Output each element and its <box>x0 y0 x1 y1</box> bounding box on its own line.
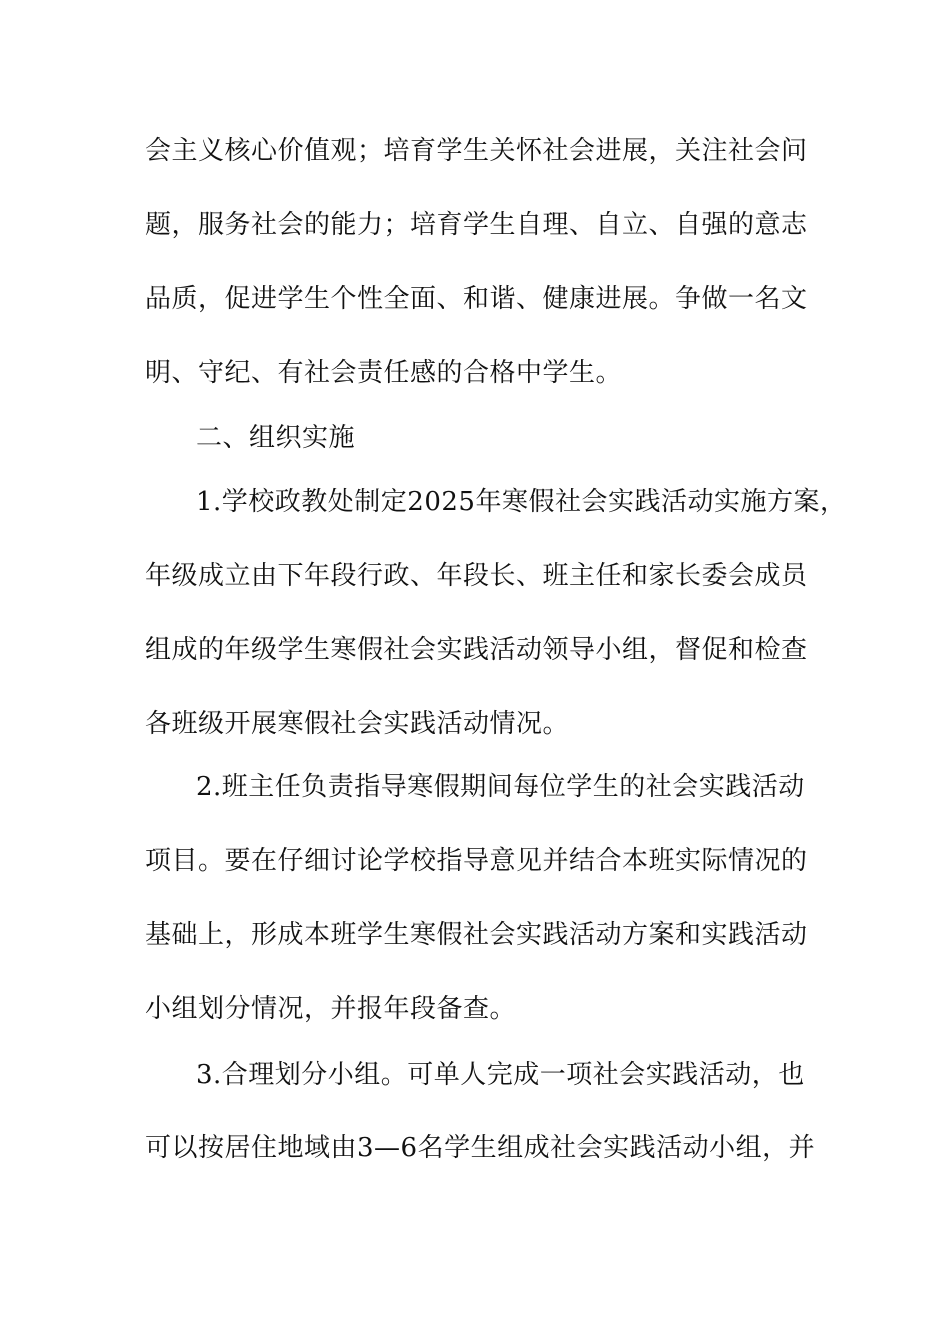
section-heading: 二、组织实施 <box>196 423 356 453</box>
text-line: 题，服务社会的能力；培育学生自理、自立、自强的意志 <box>145 210 808 240</box>
text-line: 项目。要在仔细讨论学校指导意见并结合本班实际情况的 <box>145 846 808 876</box>
text-line: 年级成立由下年段行政、年段长、班主任和家长委会成员 <box>145 561 808 591</box>
text-line: 可以按居住地域由3—6名学生组成社会实践活动小组，并 <box>145 1133 816 1163</box>
text-line: 1.学校政教处制定2025年寒假社会实践活动实施方案， <box>196 487 847 517</box>
text-line: 会主义核心价值观；培育学生关怀社会进展，关注社会问 <box>145 136 808 166</box>
text-line: 各班级开展寒假社会实践活动情况。 <box>145 709 570 739</box>
text-line: 明、守纪、有社会责任感的合格中学生。 <box>145 358 623 388</box>
text-line: 小组划分情况，并报年段备查。 <box>145 994 517 1024</box>
text-line: 组成的年级学生寒假社会实践活动领导小组，督促和检查 <box>145 635 808 665</box>
text-line: 基础上，形成本班学生寒假社会实践活动方案和实践活动 <box>145 920 808 950</box>
text-line: 2.班主任负责指导寒假期间每位学生的社会实践活动 <box>196 772 805 802</box>
text-line: 3.合理划分小组。可单人完成一项社会实践活动，也 <box>196 1060 805 1090</box>
text-line: 品质，促进学生个性全面、和谐、健康进展。争做一名文 <box>145 284 808 314</box>
